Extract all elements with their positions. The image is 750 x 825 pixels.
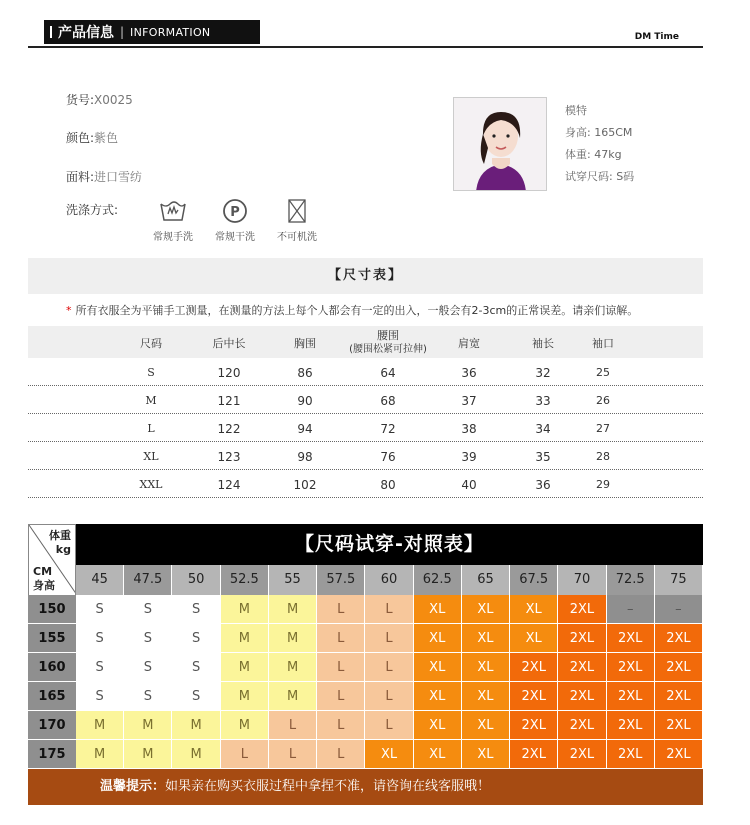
wash-item-hand [142,198,204,243]
fit-size-cell: – [607,595,655,624]
brand-name: DM Time [634,32,679,42]
model-height: 身高: 165CM [565,126,633,139]
size-cell-sleeve: 34 [535,422,551,436]
fit-size-cell: XL [414,624,462,653]
fit-chart-row [28,682,703,711]
wash-item-label: 不可机洗 [277,232,317,243]
size-table-row [28,414,703,442]
size-cell-waist: 68 [380,394,396,408]
fit-size-cell: M [172,740,220,769]
sku-line [66,91,133,108]
size-cell-length: 121 [217,394,241,408]
col-header-waist-label: 腰围 [377,329,399,342]
weight-header-cell: 45 [76,565,124,595]
fit-size-cell: M [269,624,317,653]
fit-size-cell: L [365,682,413,711]
size-table-row [28,470,703,498]
weight-header-cell: 50 [172,565,220,595]
fit-size-cell: S [124,624,172,653]
fit-size-cell: XL [510,624,558,653]
no-machine-wash-icon [282,198,312,224]
fit-size-cell: 2XL [558,711,606,740]
wash-item-label: 常规干洗 [215,232,255,243]
size-cell-shoulder: 38 [461,422,477,436]
header-separator: | [120,25,125,39]
fit-size-cell: L [365,711,413,740]
fit-size-cell: 2XL [607,624,655,653]
size-cell-length: 120 [217,366,241,380]
size-cell-size: M [145,394,157,407]
fit-chart-grid [28,595,703,769]
fit-size-cell: XL [462,711,510,740]
size-cell-shoulder: 40 [461,478,477,492]
size-cell-sleeve: 32 [535,366,551,380]
wash-item-no-machine [266,198,328,243]
size-cell-length: 123 [217,450,241,464]
size-cell-chest: 98 [297,450,313,464]
fit-size-cell: XL [462,624,510,653]
fit-size-cell: M [221,624,269,653]
fit-chart-row [28,624,703,653]
col-header-size: 尺码 [140,337,162,350]
weight-header-cell: 47.5 [124,565,172,595]
fabric-label: 面料: [66,170,95,184]
size-cell-size: XL [143,450,159,463]
size-cell-waist: 64 [380,366,396,380]
weight-header-cell: 52.5 [221,565,269,595]
weight-header-cell: 57.5 [317,565,365,595]
sku-label: 货号: [66,93,95,107]
fit-size-cell: M [221,595,269,624]
size-cell-shoulder: 39 [461,450,477,464]
fit-size-cell: L [317,624,365,653]
fit-size-cell: L [317,682,365,711]
fit-size-cell: XL [462,595,510,624]
fit-size-cell: XL [462,653,510,682]
weight-header-cell: 72.5 [607,565,655,595]
sku-value: X0025 [94,93,133,107]
fit-size-cell: L [365,653,413,682]
fit-size-cell: L [317,653,365,682]
model-size: 试穿尺码: S码 [565,170,635,183]
fit-size-cell: L [269,711,317,740]
fit-size-cell: S [76,653,124,682]
fit-size-cell: 2XL [607,653,655,682]
fit-size-cell: S [124,653,172,682]
fit-size-cell: XL [462,682,510,711]
size-cell-chest: 86 [297,366,313,380]
height-header-cell: 160 [28,653,76,682]
fit-size-cell: L [317,595,365,624]
col-header-chest: 胸围 [294,337,316,350]
size-cell-waist: 76 [380,450,396,464]
wash-label: 洗涤方式: [66,203,119,217]
color-label: 颜色: [66,131,95,145]
weight-header-cell: 65 [462,565,510,595]
fit-size-cell: M [269,653,317,682]
fit-size-cell: M [76,740,124,769]
fit-size-cell: M [124,711,172,740]
weight-header-cell: 60 [365,565,413,595]
fit-size-cell: L [317,711,365,740]
height-header-cell: 175 [28,740,76,769]
fit-size-cell: M [172,711,220,740]
size-cell-sleeve: 36 [535,478,551,492]
color-line [66,129,118,146]
weight-header-cell: 75 [655,565,703,595]
size-cell-length: 124 [217,478,241,492]
size-table-row [28,358,703,386]
fit-size-cell: 2XL [655,624,703,653]
fit-size-cell: – [655,595,703,624]
header-title-cn: 产品信息 [58,25,114,41]
footer-label: 温馨提示： [100,779,166,794]
fit-size-cell: 2XL [510,740,558,769]
fit-chart-title: 【尺码试穿-对照表】 [76,524,703,565]
corner-weight-text: 体重 [49,529,71,542]
fit-size-cell: M [221,653,269,682]
size-cell-cuff: 26 [596,394,610,407]
fabric-line [66,168,142,185]
size-cell-length: 122 [217,422,241,436]
fit-size-cell: M [76,711,124,740]
size-table-row [28,386,703,414]
header-title-en: INFORMATION [130,25,211,39]
fit-size-cell: 2XL [510,653,558,682]
model-photo-image [454,98,547,191]
col-header-length: 后中长 [212,337,246,350]
size-cell-shoulder: 36 [461,366,477,380]
fit-chart-footer [28,769,703,805]
fit-size-cell: S [172,682,220,711]
size-cell-chest: 94 [297,422,313,436]
fit-size-cell: 2XL [655,653,703,682]
weight-header-cell: 62.5 [414,565,462,595]
size-cell-shoulder: 37 [461,394,477,408]
size-cell-cuff: 29 [596,478,610,491]
fit-size-cell: XL [414,595,462,624]
wash-item-label: 常规手洗 [153,232,193,243]
fit-size-cell: S [76,595,124,624]
header-tick [50,26,52,38]
corner-weight-label [49,529,71,557]
fit-size-cell: 2XL [558,595,606,624]
asterisk-icon: * [66,304,72,317]
wash-icons [142,198,328,243]
size-cell-waist: 72 [380,422,396,436]
size-table-title: 【尺寸表】 [28,258,703,294]
fit-size-cell: L [221,740,269,769]
fit-size-cell: 2XL [607,740,655,769]
height-header-cell: 155 [28,624,76,653]
section-header [28,18,703,48]
size-cell-size: S [147,366,155,379]
header-bar [44,20,260,44]
fit-size-cell: 2XL [655,740,703,769]
fit-chart-row [28,711,703,740]
fit-size-cell: 2XL [558,624,606,653]
dry-clean-icon [220,198,250,224]
size-cell-cuff: 25 [596,366,610,379]
fit-size-cell: XL [510,595,558,624]
fit-size-cell: M [124,740,172,769]
fit-size-cell: S [124,595,172,624]
weight-header-cell: 55 [269,565,317,595]
fit-size-cell: S [172,624,220,653]
fit-size-cell: 2XL [655,711,703,740]
fit-size-cell: M [221,682,269,711]
fit-chart-row [28,740,703,769]
height-header-cell: 150 [28,595,76,624]
size-table-body [28,358,703,498]
fabric-value: 进口雪纺 [94,170,143,184]
fit-size-cell: 2XL [510,711,558,740]
size-note-text: 所有衣服全为平铺手工测量，在测量的方法上每个人都会有一定的出入，一般会有2-3cm的正常误差。请亲们谅解。 [75,304,639,317]
fit-size-cell: 2XL [607,682,655,711]
fit-size-cell: 2XL [655,682,703,711]
fit-chart-row [28,595,703,624]
corner-weight-unit: kg [55,543,71,556]
fit-size-cell: L [269,740,317,769]
fit-size-cell: XL [414,711,462,740]
color-value: 紫色 [94,131,119,145]
fit-size-cell: XL [462,740,510,769]
fit-size-cell: S [172,595,220,624]
size-cell-cuff: 27 [596,422,610,435]
size-table-header [28,326,703,358]
height-header-cell: 170 [28,711,76,740]
fit-size-cell: M [221,711,269,740]
size-cell-chest: 102 [293,478,317,492]
fit-size-cell: S [172,653,220,682]
fit-size-cell: 2XL [607,711,655,740]
corner-height-unit: CM [33,565,53,578]
col-header-cuff: 袖口 [592,337,614,350]
wash-item-dry [204,198,266,243]
size-cell-sleeve: 35 [535,450,551,464]
fit-size-cell: 2XL [558,682,606,711]
fit-size-cell: M [269,682,317,711]
fit-size-cell: XL [414,740,462,769]
corner-height-label [33,565,55,593]
weight-header-cell: 67.5 [510,565,558,595]
svg-text:P: P [230,205,240,220]
size-note [66,302,638,318]
fit-chart-row [28,653,703,682]
fit-size-cell: S [124,682,172,711]
col-header-sleeve: 袖长 [532,337,554,350]
fit-size-cell: L [365,595,413,624]
size-cell-size: XXL [139,478,163,491]
weight-header-row [76,565,703,595]
fit-size-cell: L [365,624,413,653]
size-cell-sleeve: 33 [535,394,551,408]
height-header-cell: 165 [28,682,76,711]
size-cell-waist: 80 [380,478,396,492]
fit-size-cell: XL [365,740,413,769]
fit-size-cell: XL [414,653,462,682]
model-info [565,100,634,188]
col-header-waist [328,329,448,357]
fit-size-cell: S [76,624,124,653]
size-cell-cuff: 28 [596,450,610,463]
col-header-waist-sub: (腰围松紧可拉伸) [349,344,427,355]
fit-size-cell: XL [414,682,462,711]
fit-size-cell: S [76,682,124,711]
fit-size-cell: 2XL [558,653,606,682]
size-cell-size: L [147,422,155,435]
weight-header-cell: 70 [558,565,606,595]
corner-height-text: 身高 [33,579,55,592]
fit-size-cell: 2XL [558,740,606,769]
col-header-shoulder: 肩宽 [458,337,480,350]
fit-size-cell: 2XL [510,682,558,711]
footer-text: 如果亲在购买衣服过程中拿捏不准，请咨询在线客服哦！ [165,779,491,794]
size-cell-chest: 90 [297,394,313,408]
size-table [28,326,703,498]
fit-chart [28,524,703,794]
model-weight: 体重: 47kg [565,148,622,161]
model-photo [453,97,547,191]
fit-size-cell: M [269,595,317,624]
model-title: 模特 [565,104,587,117]
fit-size-cell: L [317,740,365,769]
size-table-row [28,442,703,470]
hand-wash-icon [158,198,188,224]
